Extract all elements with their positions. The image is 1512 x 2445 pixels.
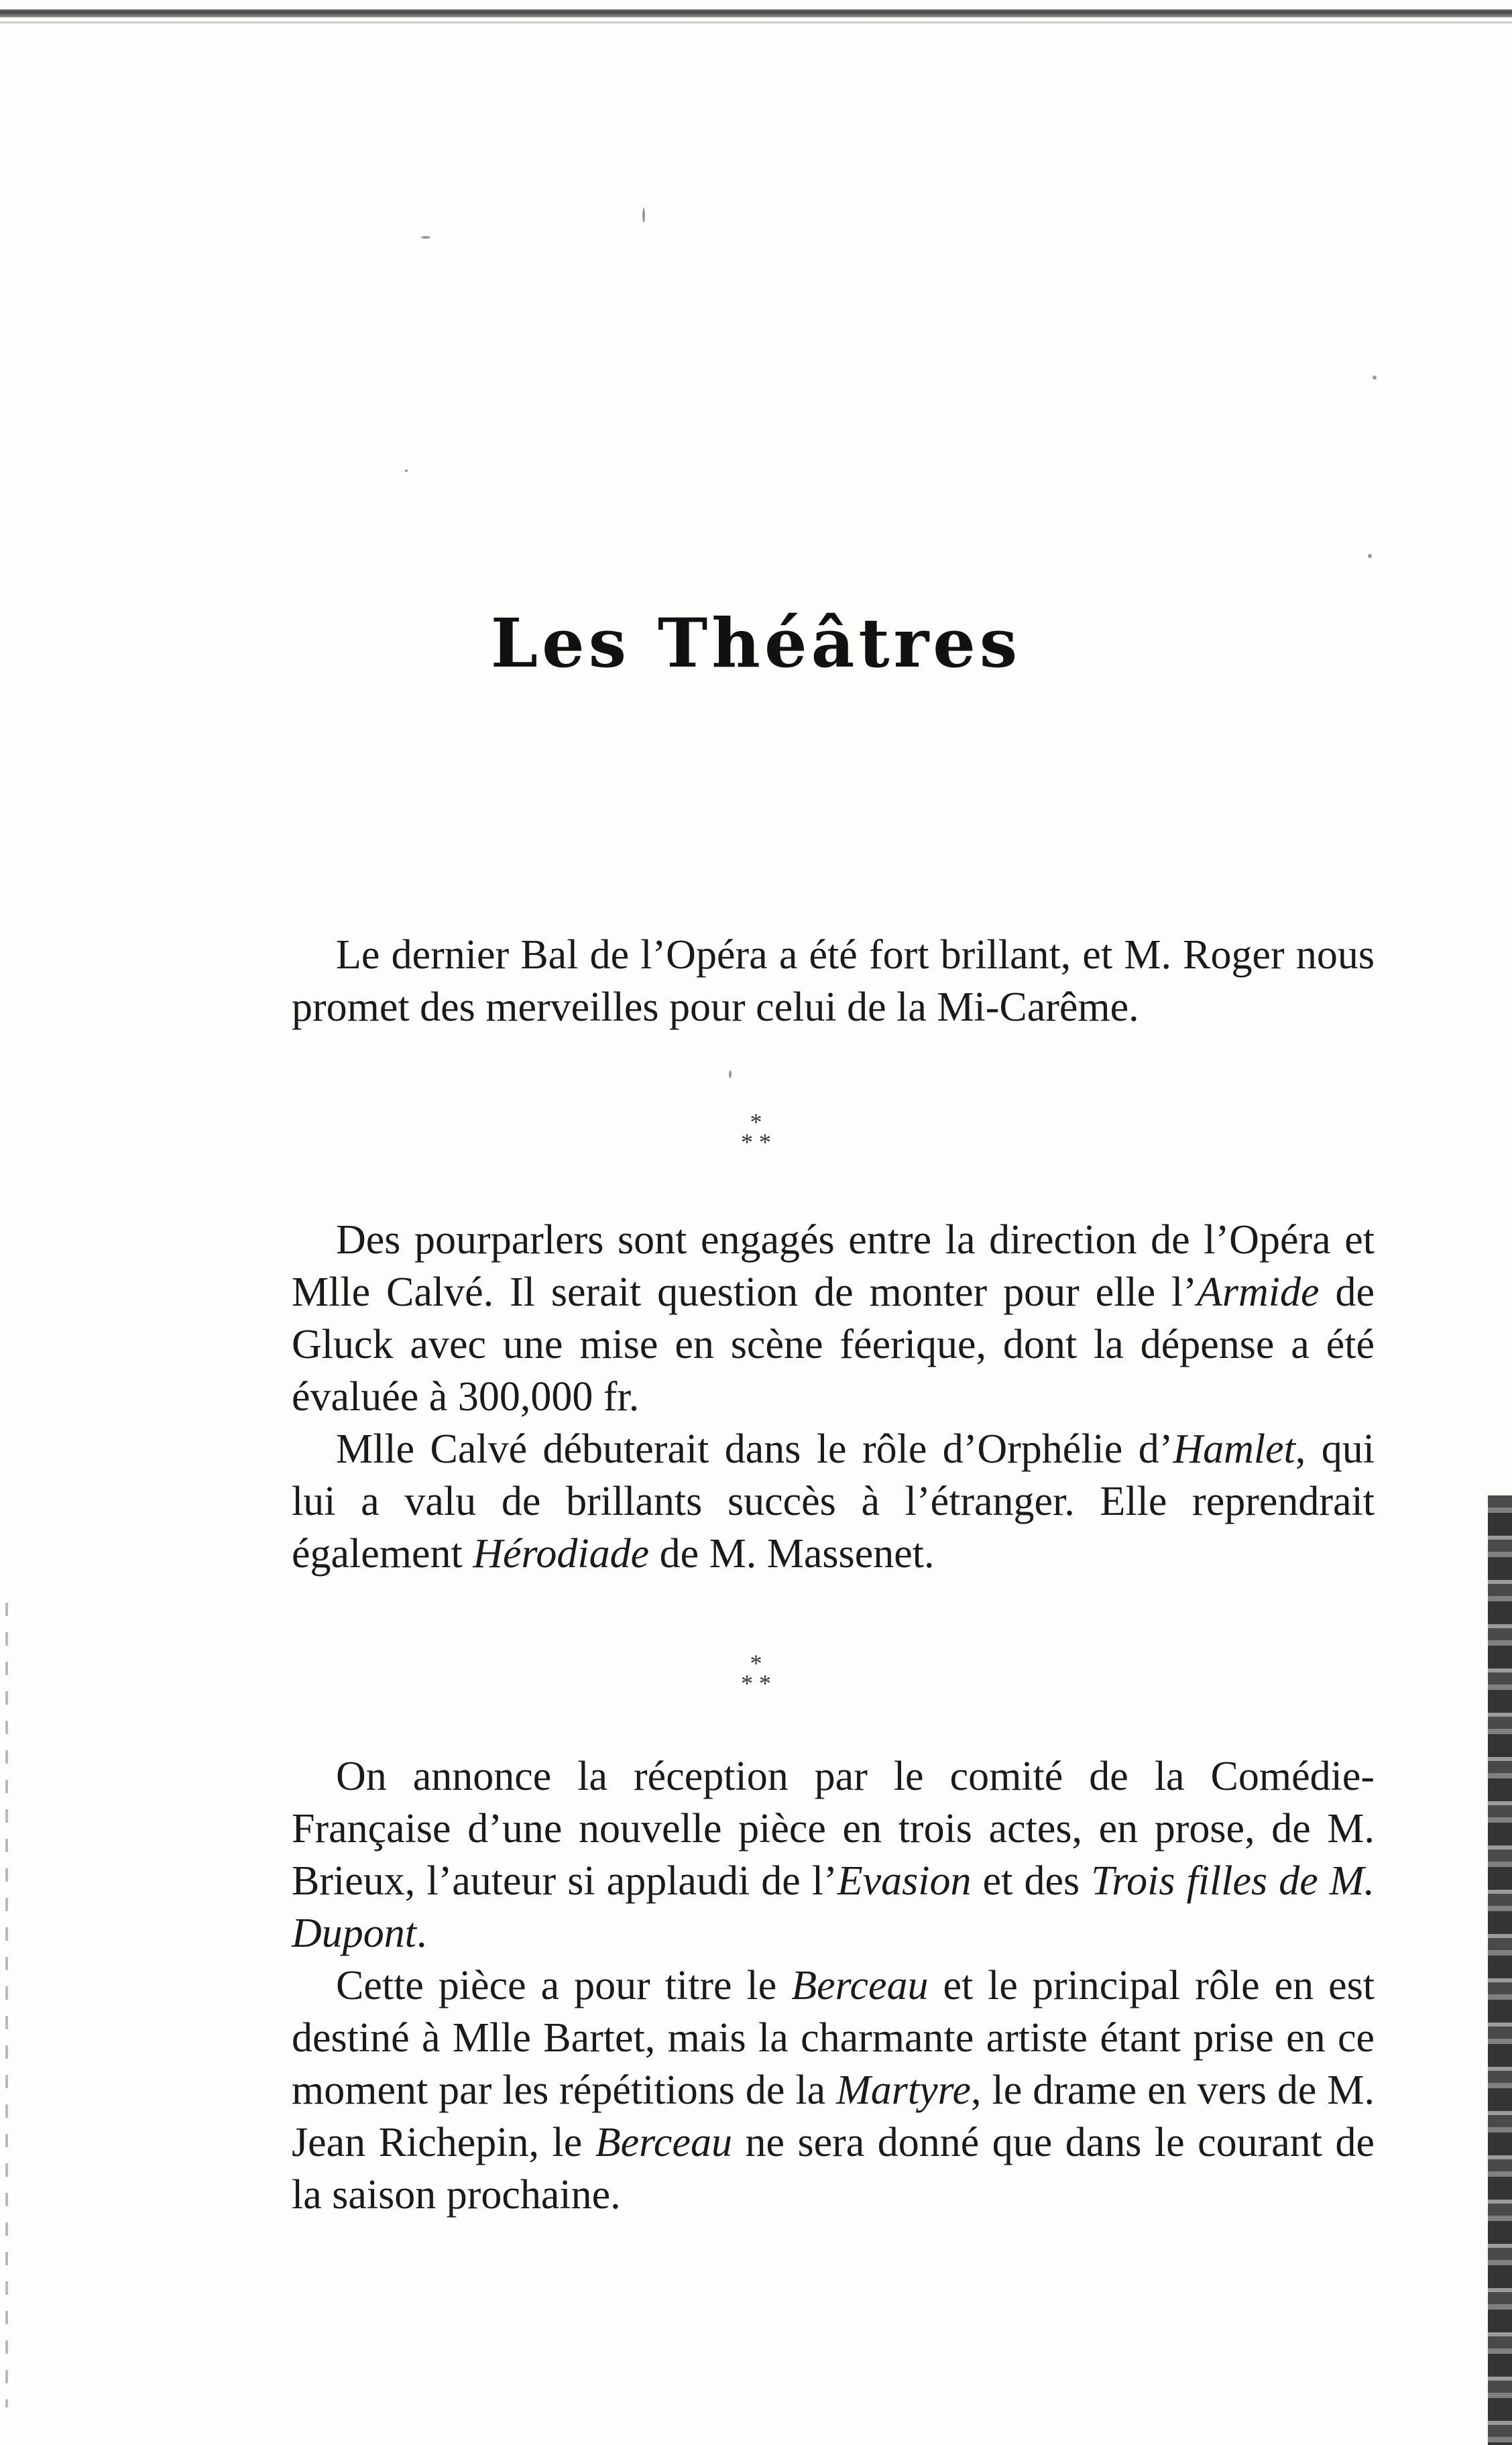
paragraph-text: et le principal rôle en est destiné à Mlle Bartet, mais la charmante artiste étant prise en ce moment par les répétitions de la [292,1963,1375,2113]
scanned-left-edge [5,1603,8,2407]
asterism-separator [0,1108,1512,1155]
scan-speck [729,1070,732,1078]
paragraph-text: Des pourparlers sont engagés entre la direction de l’Opéra et Mlle Calvé. Il serait question de monter pour elle l’ [292,1217,1375,1315]
paragraph-text: de Gluck avec une mise en scène féerique, dont la dépense a été évaluée à 300,000 fr. [292,1269,1375,1420]
paragraph-text: , qui lui a valu de brillants succès à l’étranger. Elle reprendrait également [292,1426,1375,1577]
section-3 [292,1750,1375,2221]
paragraph-text: ne sera donné que dans le courant de la saison prochaine. [292,2120,1375,2218]
work-title: Armide [1197,1269,1320,1315]
paragraph [292,929,1375,1033]
scan-speck [1373,376,1377,380]
paragraph-text: On annonce la réception par le comité de la Comédie-Française d’une nouvelle pièce en trois actes, en prose, de M. Brieux, l’auteur si applaudi de l’ [292,1754,1375,1904]
work-title: Hérodiade [473,1531,650,1577]
scanned-page-edge [1488,1495,1512,2445]
paragraph-text: , le drame en vers de M. Jean Richepin, le [292,2067,1375,2165]
paragraph-text: et des [971,1858,1092,1904]
paragraph-text: Le dernier Bal de l’Opéra a été fort brillant, et M. Roger nous promet des merveilles pour celui de la Mi-Carême. [292,932,1375,1030]
top-rule [0,9,1512,17]
asterism-separator [0,1650,1512,1697]
section-1 [292,929,1375,1033]
paragraph [292,1959,1375,2221]
work-title: Berceau [595,2120,732,2165]
paragraph [292,1423,1375,1580]
paragraph [292,1214,1375,1423]
paragraph-text: Mlle Calvé débuterait dans le rôle d’Orphélie d’ [336,1426,1173,1472]
work-title: Berceau [791,1963,929,2008]
paragraph-text: de M. Massenet. [649,1531,935,1577]
work-title: Hamlet [1173,1426,1295,1472]
section-2 [292,1214,1375,1580]
scan-speck [421,236,430,239]
scan-speck [405,469,408,472]
paragraph-text: Cette pièce a pour titre le [336,1963,792,2008]
scan-speck [1368,554,1372,558]
asterism-top: * [750,1650,762,1676]
asterism-bottom: * * [741,1129,771,1155]
scan-speck [642,208,645,223]
paragraph [292,1750,1375,1959]
work-title: Trois filles de M. Dupont [292,1858,1375,1956]
page-title: Les Théâtres [490,604,1022,683]
work-title: Martyre [836,2067,971,2113]
asterism-top: * [750,1108,762,1135]
paragraph-text: . [416,1911,427,1956]
top-rule-thin [0,21,1512,23]
work-title: Evasion [837,1858,972,1904]
asterism-bottom: * * [741,1670,771,1697]
